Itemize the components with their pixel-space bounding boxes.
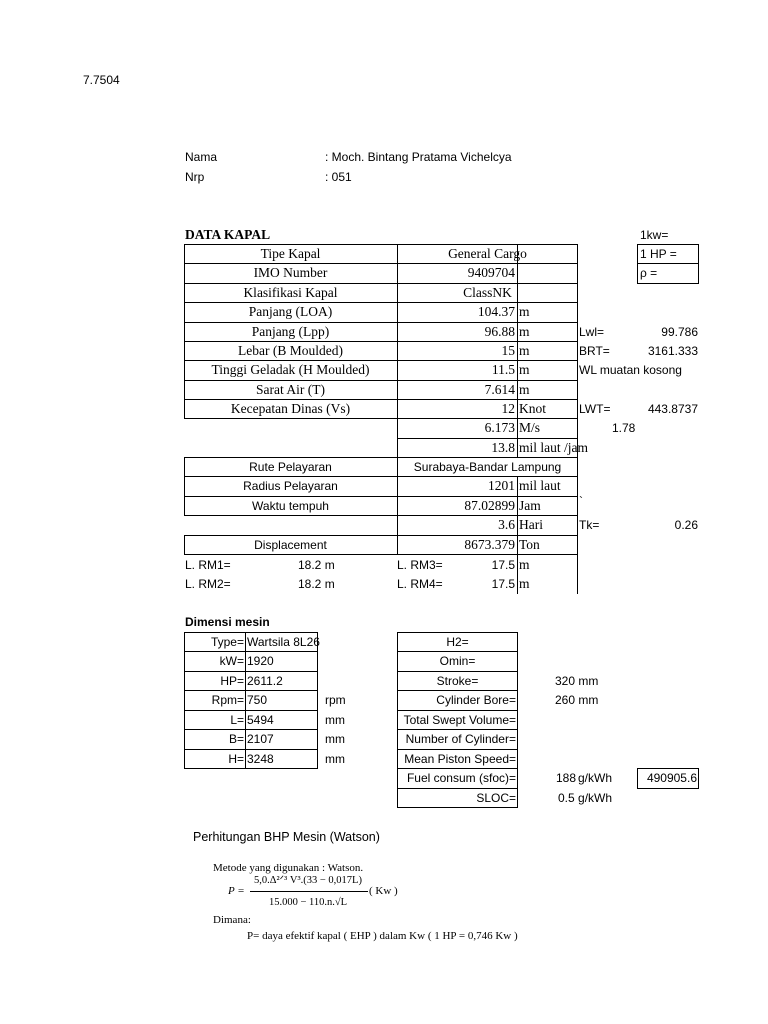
- row-unit: mil laut /jam: [519, 440, 588, 455]
- row-label: Tinggi Geladak (H Moulded): [211, 362, 370, 377]
- row-unit: Knot: [519, 401, 546, 416]
- rm-value: 18.2 m: [298, 558, 335, 572]
- row-label: Tipe Kapal: [260, 246, 321, 261]
- rute-unit: Hari: [519, 517, 543, 532]
- row-value: 11.5: [491, 362, 515, 377]
- row-value: 15: [501, 343, 515, 358]
- lwl-value: 99.786: [661, 325, 698, 339]
- row-unit: m: [519, 362, 530, 377]
- row-unit: M/s: [519, 420, 541, 435]
- kw-label: 1kw=: [640, 228, 669, 242]
- rute-value: Surabaya-Bandar Lampung: [413, 460, 562, 474]
- mesin-value: 0.5 g/kWh: [558, 791, 613, 805]
- mesin-label: Omin=: [439, 654, 476, 668]
- nama-label: Nama: [185, 150, 218, 164]
- mesin-value: Wartsila 8L26: [247, 635, 320, 649]
- mesin-extra: 490905.6: [646, 771, 697, 785]
- mesin-label: H2=: [446, 635, 469, 649]
- mesin-unit: rpm: [325, 693, 346, 707]
- row-label: Lebar (B Moulded): [238, 343, 343, 358]
- mesin-title: Dimensi mesin: [185, 615, 270, 629]
- row-value: 12: [501, 401, 515, 416]
- mesin-value: 188: [555, 771, 576, 785]
- row-value: 9409704: [467, 265, 515, 280]
- rute-value: 3.6: [498, 517, 515, 532]
- row-value: 104.37: [477, 304, 515, 319]
- mesin-label: Type=: [210, 635, 244, 649]
- rm-label: L. RM3=: [397, 558, 443, 572]
- data-kapal-title: DATA KAPAL: [185, 227, 271, 242]
- wl-text: WL muatan kosong: [579, 363, 682, 377]
- mesin-value: 5494: [247, 713, 274, 727]
- mesin-label: kW=: [219, 654, 244, 668]
- row-unit: m: [519, 382, 530, 397]
- rm-value: 17.5: [491, 558, 515, 572]
- brt-label: BRT=: [579, 344, 610, 358]
- lwt-value: 443.8737: [647, 402, 698, 416]
- mesin-unit: mm: [325, 752, 345, 766]
- rho-label: ρ =: [640, 266, 658, 280]
- mesin-label: Stroke=: [436, 674, 479, 688]
- tick-mark: `: [579, 494, 583, 508]
- rute-unit: Ton: [519, 537, 540, 552]
- row-unit: m: [519, 324, 530, 339]
- row-value: 96.88: [484, 324, 515, 339]
- brt-value: 3161.333: [647, 344, 698, 358]
- mesin-label: SLOC=: [476, 791, 516, 805]
- mesin-label: B=: [228, 732, 244, 746]
- row-label: IMO Number: [253, 265, 328, 280]
- rute-label: Rute Pelayaran: [249, 460, 332, 474]
- lwl-label: Lwl=: [579, 325, 605, 339]
- row-unit: m: [519, 304, 530, 319]
- bhp-definition: P= daya efektif kapal ( EHP ) dalam Kw ( 1 HP = 0,746 Kw ): [247, 930, 518, 942]
- row-value: 7.614: [484, 382, 515, 397]
- rm-label: L. RM2=: [185, 577, 231, 591]
- rute-value: 1201: [488, 478, 515, 493]
- nrp-value: : 051: [325, 170, 352, 184]
- tk-label: Tk=: [579, 518, 600, 532]
- mesin-unit: mm: [325, 713, 345, 727]
- mesin-value: 3248: [247, 752, 274, 766]
- mesin-value: 260 mm: [555, 693, 599, 707]
- page-number: 7.7504: [83, 73, 120, 87]
- rute-unit: Jam: [519, 498, 541, 513]
- mesin-label: Mean Piston Speed=: [404, 752, 516, 766]
- rute-label: Displacement: [254, 538, 327, 552]
- rute-label: Radius Pelayaran: [243, 479, 338, 493]
- mesin-value: 320 mm: [555, 674, 599, 688]
- bhp-dimana: Dimana:: [213, 914, 251, 926]
- mesin-value: 2611.2: [247, 674, 283, 688]
- mesin-value: 750: [247, 693, 268, 707]
- mesin-label: H=: [228, 752, 244, 766]
- mesin-value: 2107: [247, 732, 274, 746]
- rm-unit: m: [519, 557, 530, 572]
- row-label: Klasifikasi Kapal: [243, 285, 338, 300]
- mesin-label: L=: [230, 713, 244, 727]
- mesin-unit: mm: [325, 732, 345, 746]
- row-label: Kecepatan Dinas (Vs): [230, 401, 351, 416]
- mesin-label: HP=: [220, 674, 244, 688]
- bhp-unit: ( Kw ): [369, 885, 398, 897]
- row-label: Panjang (LOA): [248, 304, 333, 319]
- bhp-title: Perhitungan BHP Mesin (Watson): [193, 830, 380, 844]
- rm-value: 18.2 m: [298, 577, 335, 591]
- row-value: General Cargo: [448, 246, 527, 261]
- rm-label: L. RM4=: [397, 577, 443, 591]
- lwt-label: LWT=: [579, 402, 611, 416]
- rm-label: L. RM1=: [185, 558, 231, 572]
- bhp-numerator: 5,0.Δ²ᐟ³ V³.(33 − 0,017L): [254, 875, 362, 886]
- mesin-label: Rpm=: [211, 693, 244, 707]
- bhp-metode: Metode yang digunakan : Watson.: [213, 862, 364, 874]
- mesin-value: 1920: [247, 654, 274, 668]
- mesin-label: Cylinder Bore=: [436, 693, 516, 707]
- hp-label: 1 HP =: [640, 247, 677, 261]
- row-label: Panjang (Lpp): [251, 324, 330, 339]
- nama-value: : Moch. Bintang Pratama Vichelcya: [325, 150, 512, 164]
- row-unit: m: [519, 343, 530, 358]
- rm-value: 17.5: [491, 577, 515, 591]
- fraction-bar: [250, 891, 368, 892]
- rm-unit: m: [519, 576, 530, 591]
- rute-label: Waktu tempuh: [252, 499, 329, 513]
- bhp-p-eq: P =: [228, 885, 245, 897]
- rute-value: 87.02899: [464, 498, 515, 513]
- ratio-value: 1.78: [612, 421, 636, 435]
- bhp-denominator: 15.000 − 110.n.√L: [268, 897, 348, 908]
- mesin-unit: g/kWh: [578, 771, 613, 785]
- rute-unit: mil laut: [519, 478, 561, 493]
- tk-value: 0.26: [674, 518, 698, 532]
- nrp-label: Nrp: [185, 170, 205, 184]
- row-value: 6.173: [484, 420, 515, 435]
- mesin-label: Fuel consum (sfoc)=: [406, 771, 516, 785]
- rute-value: 8673.379: [464, 537, 515, 552]
- mesin-label: Number of Cylinder=: [405, 732, 516, 746]
- mesin-label: Total Swept Volume=: [403, 713, 516, 727]
- row-value: 13.8: [491, 440, 515, 455]
- row-label: Sarat Air (T): [256, 382, 325, 397]
- row-value: ClassNK: [463, 285, 512, 300]
